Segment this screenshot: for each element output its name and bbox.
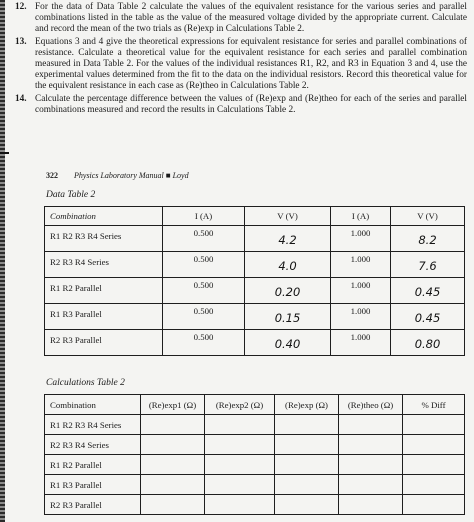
- instruction-text: Calculate the percentage difference between the values of (Re)exp and (Re)theo for each of the series and parallel combinations measured and record the results in Calculations Table 2.: [35, 94, 467, 116]
- combination-cell: R2 R3 R4 Series: [45, 252, 163, 278]
- book-title: Physics Laboratory Manual ■ Loyd: [74, 171, 189, 180]
- empty-entry-cell[interactable]: [403, 415, 465, 435]
- data-table-title: Data Table 2: [46, 190, 96, 200]
- empty-entry-cell[interactable]: [141, 455, 205, 475]
- combination-cell: R1 R2 R3 R4 Series: [45, 415, 141, 435]
- current-cell: 0.500: [163, 226, 245, 252]
- current-cell: 0.500: [163, 330, 245, 356]
- empty-entry-cell[interactable]: [403, 455, 465, 475]
- current-cell: 0.500: [163, 252, 245, 278]
- column-header: Combination: [45, 395, 141, 415]
- empty-entry-cell[interactable]: [275, 415, 339, 435]
- empty-entry-cell[interactable]: [275, 455, 339, 475]
- instruction-number: 12.: [15, 2, 27, 12]
- column-header: Combination: [45, 207, 163, 226]
- instruction-item: [15, 37, 467, 91]
- page-header: [46, 171, 189, 180]
- empty-entry-cell[interactable]: [141, 475, 205, 495]
- empty-entry-cell[interactable]: [275, 435, 339, 455]
- handwritten-voltage: 7.6: [391, 252, 465, 278]
- empty-entry-cell[interactable]: [141, 415, 205, 435]
- empty-entry-cell[interactable]: [205, 495, 275, 515]
- empty-entry-cell[interactable]: [403, 495, 465, 515]
- empty-entry-cell[interactable]: [205, 475, 275, 495]
- empty-entry-cell[interactable]: [205, 435, 275, 455]
- calc-table-title: Calculations Table 2: [46, 378, 125, 388]
- table-row: [45, 415, 465, 435]
- current-cell: 0.500: [163, 304, 245, 330]
- current-cell: 1.000: [331, 278, 391, 304]
- instructions-list: [15, 2, 467, 119]
- instruction-item: [15, 2, 467, 34]
- current-cell: 0.500: [163, 278, 245, 304]
- table-row: [45, 455, 465, 475]
- column-header: V (V): [391, 207, 465, 226]
- empty-entry-cell[interactable]: [205, 455, 275, 475]
- empty-entry-cell[interactable]: [339, 455, 403, 475]
- table-row: [45, 252, 465, 278]
- instruction-text: Equations 3 and 4 give the theoretical expressions for equivalent resistance for series and parallel combinations of resistance. Calculate a theoretical value for the equivalent resistance for each series and parallel combination measured in Data Table 2. For the values of the individual resistances R1, R2, and R3 in Equation 3 and 4, use the experimental values determined from the fit to the data on the individual resistors. Record this theoretical value for the equivalent resistance in each case as (Re)theo in Calculations Table 2.: [35, 37, 467, 91]
- column-header: % Diff: [403, 395, 465, 415]
- combination-cell: R1 R2 Parallel: [45, 455, 141, 475]
- handwritten-voltage: 4.0: [245, 252, 331, 278]
- empty-entry-cell[interactable]: [339, 435, 403, 455]
- empty-entry-cell[interactable]: [205, 415, 275, 435]
- instruction-text: For the data of Data Table 2 calculate the values of the equivalent resistance for the various series and parallel combinations listed in the table as the value of the measured voltage divided by the appropriate current. Calculate and record the mean of the two trials as (Re)exp in Calculations Table 2.: [35, 2, 467, 34]
- instruction-item: [15, 94, 467, 116]
- handwritten-voltage: 0.20: [245, 278, 331, 304]
- combination-cell: R1 R2 Parallel: [45, 278, 163, 304]
- binding-mark: [0, 152, 9, 154]
- book-binding-edge: [0, 0, 5, 522]
- handwritten-voltage: 0.15: [245, 304, 331, 330]
- column-header: I (A): [163, 207, 245, 226]
- handwritten-voltage: 0.45: [391, 278, 465, 304]
- data-table: [44, 206, 465, 356]
- empty-entry-cell[interactable]: [141, 435, 205, 455]
- handwritten-voltage: 8.2: [391, 226, 465, 252]
- column-header: (Re)exp (Ω): [275, 395, 339, 415]
- instruction-number: 14.: [15, 94, 27, 105]
- current-cell: 1.000: [331, 330, 391, 356]
- combination-cell: R2 R3 Parallel: [45, 495, 141, 515]
- empty-entry-cell[interactable]: [339, 475, 403, 495]
- current-cell: 1.000: [331, 304, 391, 330]
- empty-entry-cell[interactable]: [141, 495, 205, 515]
- column-header: V (V): [245, 207, 331, 226]
- empty-entry-cell[interactable]: [275, 475, 339, 495]
- combination-cell: R2 R3 R4 Series: [45, 435, 141, 455]
- table-row: [45, 435, 465, 455]
- handwritten-voltage: 0.80: [391, 330, 465, 356]
- handwritten-voltage: 0.40: [245, 330, 331, 356]
- combination-cell: R1 R3 Parallel: [45, 304, 163, 330]
- combination-cell: R1 R3 Parallel: [45, 475, 141, 495]
- handwritten-voltage: 4.2: [245, 226, 331, 252]
- data-table-header-row: [45, 207, 465, 226]
- empty-entry-cell[interactable]: [275, 495, 339, 515]
- table-row: [45, 330, 465, 356]
- column-header: (Re)theo (Ω): [339, 395, 403, 415]
- current-cell: 1.000: [331, 226, 391, 252]
- table-row: [45, 475, 465, 495]
- instruction-number: 13.: [15, 37, 27, 48]
- empty-entry-cell[interactable]: [403, 475, 465, 495]
- calc-table-header-row: [45, 395, 465, 415]
- combination-cell: R1 R2 R3 R4 Series: [45, 226, 163, 252]
- column-header: (Re)exp2 (Ω): [205, 395, 275, 415]
- column-header: (Re)exp1 (Ω): [141, 395, 205, 415]
- table-row: [45, 226, 465, 252]
- current-cell: 1.000: [331, 252, 391, 278]
- handwritten-voltage: 0.45: [391, 304, 465, 330]
- table-row: [45, 278, 465, 304]
- empty-entry-cell[interactable]: [339, 495, 403, 515]
- empty-entry-cell[interactable]: [339, 415, 403, 435]
- page-number: 322: [46, 171, 58, 180]
- table-row: [45, 495, 465, 515]
- calculations-table: [44, 394, 465, 515]
- empty-entry-cell[interactable]: [403, 435, 465, 455]
- combination-cell: R2 R3 Parallel: [45, 330, 163, 356]
- table-row: [45, 304, 465, 330]
- column-header: I (A): [331, 207, 391, 226]
